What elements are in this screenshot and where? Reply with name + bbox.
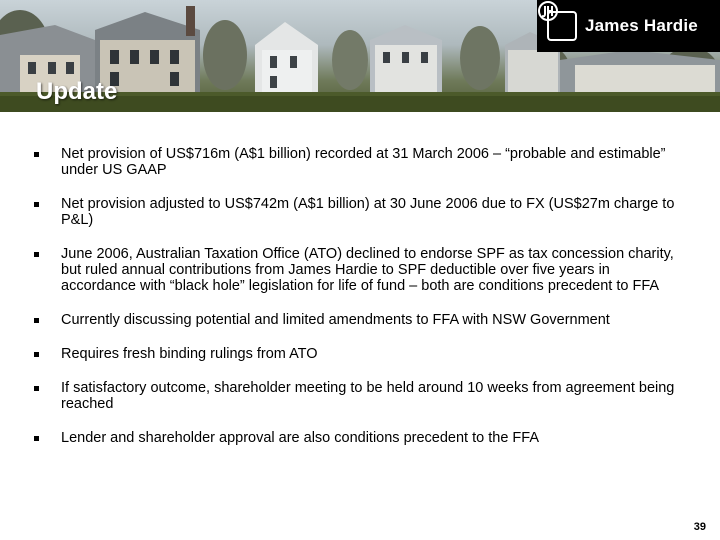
bullet-text: If satisfactory outcome, shareholder meeting to be held around 10 weeks from agreement being reached: [61, 380, 675, 412]
bullet-square-icon: [34, 152, 39, 157]
list-item: [34, 196, 684, 228]
brand-name: James Hardie: [585, 16, 698, 35]
bullet-square-icon: [34, 386, 39, 391]
bullet-text: Requires fresh binding rulings from ATO: [61, 346, 318, 362]
bullet-square-icon: [34, 352, 39, 357]
bullet-square-icon: [34, 436, 39, 441]
list-item: [34, 312, 684, 328]
bullet-text: June 2006, Australian Taxation Office (ATO) declined to endorse SPF as tax concession charity, but ruled annual contributions from James Hardie to SPF deductible over five years in accordance with “black hole” legislation for life of fund – both are conditions precedent to FFA: [61, 246, 674, 294]
bullet-list: [34, 146, 684, 464]
list-item: [34, 246, 684, 294]
list-item: [34, 430, 684, 446]
bullet-text: Lender and shareholder approval are also conditions precedent to the FFA: [61, 430, 540, 446]
list-item: [34, 146, 684, 178]
bullet-text: Net provision adjusted to US$742m (A$1 billion) at 30 June 2006 due to FX (US$27m charge to P&L): [61, 196, 675, 228]
bullet-square-icon: [34, 318, 39, 323]
header-banner: [0, 0, 720, 112]
james-hardie-logo: [537, 0, 720, 52]
bullet-text: Net provision of US$716m (A$1 billion) recorded at 31 March 2006 – “probable and estimable” under US GAAP: [61, 146, 666, 178]
jh-monogram-icon: [547, 11, 577, 41]
bullet-text: Currently discussing potential and limited amendments to FFA with NSW Government: [61, 312, 610, 328]
bullet-square-icon: [34, 202, 39, 207]
list-item: [34, 346, 684, 362]
page-number: 39: [693, 521, 706, 533]
bullet-square-icon: [34, 252, 39, 257]
list-item: [34, 380, 684, 412]
page-title: Update: [36, 78, 118, 105]
